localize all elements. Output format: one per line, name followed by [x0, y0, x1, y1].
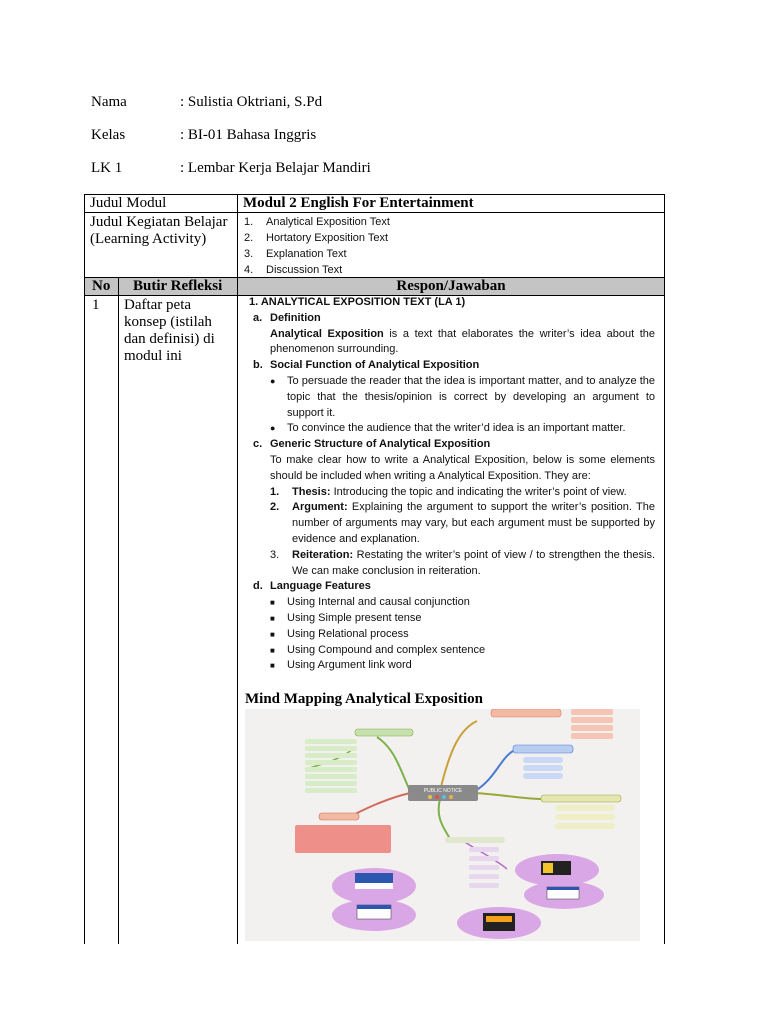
list-item: Using Simple present tense — [287, 611, 422, 624]
mindmap-diagram — [245, 709, 640, 941]
square-bullet-icon: ■ — [270, 661, 275, 671]
activity-list — [244, 214, 644, 278]
activity-num: 3. — [244, 248, 254, 260]
list-item: Using Relational process — [287, 627, 409, 640]
lk-value: : Lembar Kerja Belajar Mandiri — [180, 160, 371, 176]
item-term: Reiteration: — [292, 548, 354, 561]
item-term: Argument: — [292, 501, 348, 514]
header-lk — [91, 160, 371, 177]
mindmap-image — [245, 709, 640, 941]
activity-item: Discussion Text — [266, 264, 343, 276]
mindmap-title: Mind Mapping Analytical Exposition — [245, 691, 483, 707]
col-divider — [237, 195, 238, 944]
square-bullet-icon: ■ — [270, 629, 275, 639]
section-title: Definition — [270, 311, 321, 324]
nama-label: Nama — [91, 94, 127, 110]
section-label: b. — [253, 359, 263, 372]
definition-text: is a text that elaborates the writer’s idea about the phenomenon surrounding. — [270, 327, 655, 356]
item-text: Introducing the topic and indicating the writer’s point of view. — [330, 485, 627, 498]
list-number: 3. — [270, 548, 280, 561]
section-title: Generic Structure of Analytical Exposition — [270, 438, 491, 451]
section-label: a. — [253, 311, 263, 324]
activity-item: Analytical Exposition Text — [266, 216, 390, 228]
list-item: Using Compound and complex sentence — [287, 643, 486, 656]
kelas-value: : BI-01 Bahasa Inggris — [180, 127, 317, 143]
col-header-respon: Respon/Jawaban — [396, 278, 506, 294]
header-nama — [91, 94, 322, 111]
bullet-icon: ● — [270, 375, 276, 386]
bullet-icon: ● — [270, 423, 276, 434]
item-term: Thesis: — [292, 485, 331, 498]
worksheet-table — [84, 194, 665, 944]
header-kelas — [91, 127, 316, 144]
activity-item: Explanation Text — [266, 248, 347, 260]
kelas-label: Kelas — [91, 127, 126, 143]
list-item: To convince the audience that the writer’d idea is an important matter. — [287, 422, 626, 435]
answer-content — [249, 295, 655, 674]
definition-paragraph — [249, 327, 655, 359]
square-bullet-icon: ■ — [270, 613, 275, 623]
square-bullet-icon: ■ — [270, 645, 275, 655]
list-item: Using Argument link word — [287, 659, 412, 672]
lk-label: LK 1 — [91, 160, 123, 176]
list-number: 2. — [270, 501, 280, 514]
section-title: Language Features — [270, 580, 371, 593]
kegiatan-label: Judul Kegiatan Belajar (Learning Activity) — [90, 214, 228, 247]
nama-value: : Sulistia Oktriani, S.Pd — [180, 94, 323, 110]
section-label: c. — [253, 438, 263, 451]
activity-num: 2. — [244, 232, 254, 244]
section-label: d. — [253, 580, 263, 593]
col-divider — [118, 278, 119, 944]
answer-heading: 1. ANALYTICAL EXPOSITION TEXT (LA 1) — [249, 296, 466, 308]
mindmap-center-label: PUBLIC NOTICE — [423, 788, 463, 794]
list-item: To persuade the reader that the idea is important matter, and to analyze the topic that the thesis/opinion is correct by developing an argument to support it. — [287, 374, 655, 419]
list-number: 1. — [270, 485, 280, 498]
col-header-no: No — [92, 278, 111, 294]
item-text: Explaining the argument to support the writer’s position. The number of arguments may vary, but each argument must be supported by evidence and explanation. — [292, 501, 655, 545]
row-number: 1 — [92, 297, 100, 313]
judul-modul-value: Modul 2 English For Entertainment — [243, 195, 474, 211]
square-bullet-icon: ■ — [270, 598, 275, 608]
structure-intro: To make clear how to write a Analytical Exposition, below is some elements should be included when writing a Analytical Exposition. They are: — [270, 453, 655, 482]
definition-term: Analytical Exposition — [270, 327, 384, 340]
item-text: Restating the writer’s point of view / to strengthen the thesis. We can make conclusion in reiteration. — [292, 548, 655, 577]
col-header-butir: Butir Refleksi — [133, 278, 223, 294]
row-divider — [85, 212, 664, 213]
section-title: Social Function of Analytical Exposition — [270, 359, 480, 372]
activity-num: 4. — [244, 264, 254, 276]
activity-item: Hortatory Exposition Text — [266, 232, 389, 244]
activity-num: 1. — [244, 216, 254, 228]
list-item: Using Internal and causal conjunction — [287, 596, 470, 609]
judul-modul-label: Judul Modul — [90, 195, 167, 211]
row-butir: Daftar peta konsep (istilah dan definisi) di modul ini — [124, 297, 215, 364]
